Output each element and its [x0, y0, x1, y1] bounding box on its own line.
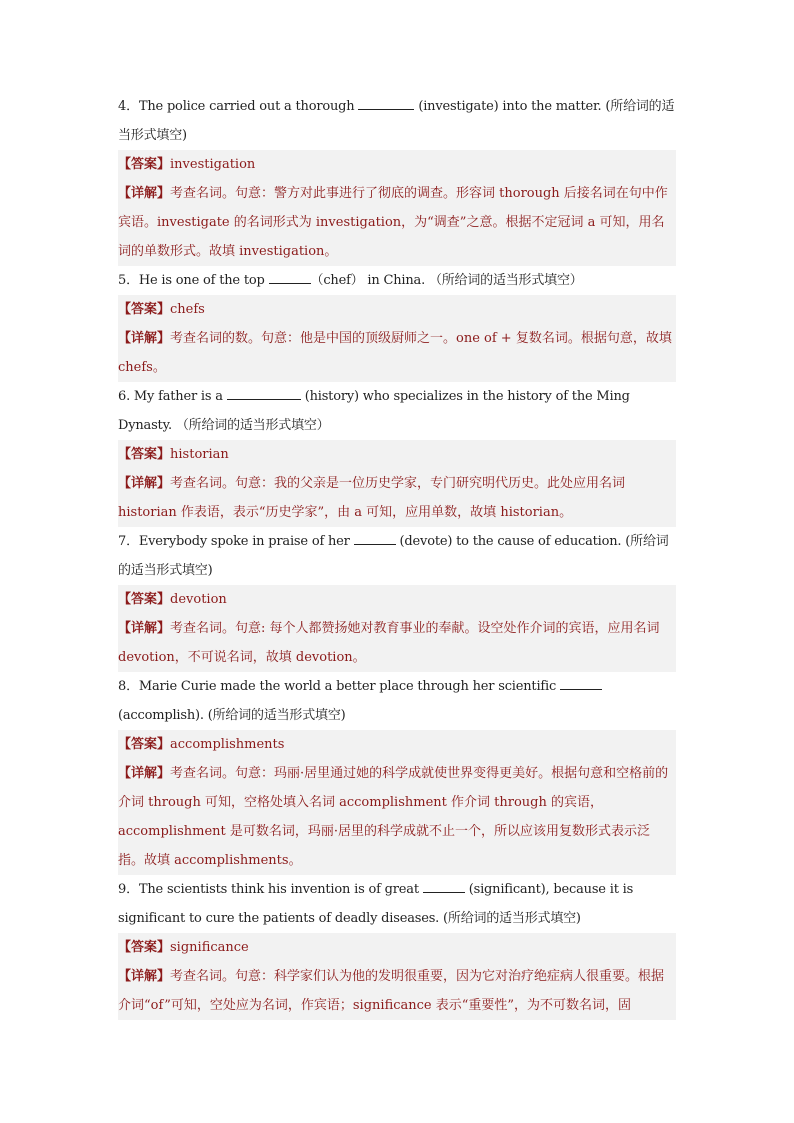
answer-tag: 【答案】 [118, 737, 171, 752]
detail-text: 考查名词。句意：我的父亲是一位历史学家，专门研究明代历史。此处应用名词 historian 作表语，表示“历史学家”，由 a 可知，应用单数，故填 historian。 [118, 476, 626, 520]
answer-block [118, 440, 676, 527]
answer-blank [354, 530, 396, 545]
answer-line [118, 440, 676, 469]
exercise-item [118, 266, 676, 382]
detail-tag: 【详解】 [118, 969, 171, 984]
detail-text: 考查名词。句意：警方对此事进行了彻底的调查。形容词 thorough 后接名词在句中作宾语。investigate 的名词形式为 investigation，为“调查”之意。根据不定冠词 a 可知，用名词的单数形式。故填 investigation。 [118, 186, 668, 259]
detail-tag: 【详解】 [118, 476, 171, 491]
answer-block [118, 933, 676, 1020]
question-text: 4．The police carried out a thorough (investigate) into the matter. (所给词的适当形式填空) [118, 92, 676, 150]
answer-blank [560, 675, 602, 690]
detail-text: 考查名词。句意：玛丽·居里通过她的科学成就使世界变得更美好。根据句意和空格前的介词 through 可知，空格处填入名词 accomplishment 作介词 through 的宾语，accomplishment 是可数名词，玛丽·居里的科学成就不止一个，所以应该用复数形式表示泛指。故填 accomplishments。 [118, 766, 669, 868]
detail-tag: 【详解】 [118, 621, 171, 636]
answer-line [118, 730, 676, 759]
answer-line [118, 933, 676, 962]
detail-line [118, 962, 676, 1020]
detail-line [118, 179, 676, 266]
detail-line [118, 759, 676, 875]
answer-block [118, 585, 676, 672]
detail-tag: 【详解】 [118, 766, 171, 781]
question-text: 5．He is one of the top （chef） in China. （所给词的适当形式填空） [118, 266, 676, 295]
detail-line [118, 469, 676, 527]
answer-tag: 【答案】 [118, 592, 171, 607]
detail-tag: 【详解】 [118, 331, 171, 346]
answer-value: chefs [170, 302, 205, 317]
answer-tag: 【答案】 [118, 157, 171, 172]
answer-tag: 【答案】 [118, 940, 171, 955]
answer-blank [269, 269, 311, 284]
question-text: 7．Everybody spoke in praise of her (devote) to the cause of education. (所给词的适当形式填空) [118, 527, 676, 585]
question-text: 9．The scientists think his invention is of great (significant), because it is significant to cure the patients of deadly diseases. (所给词的适当形式填空) [118, 875, 676, 933]
answer-line [118, 295, 676, 324]
question-text: 6. My father is a (history) who specializes in the history of the Ming Dynasty. （所给词的适当形式填空） [118, 382, 676, 440]
answer-blank [358, 95, 414, 110]
answer-blank [423, 878, 465, 893]
answer-tag: 【答案】 [118, 447, 171, 462]
exercise-item [118, 92, 676, 266]
detail-tag: 【详解】 [118, 186, 171, 201]
detail-line [118, 324, 676, 382]
answer-blank [227, 385, 301, 400]
detail-text: 考查名词的数。句意：他是中国的顶级厨师之一。one of + 复数名词。根据句意，故填 chefs。 [118, 331, 672, 375]
answer-block [118, 730, 676, 875]
answer-value: devotion [170, 592, 227, 607]
answer-value: accomplishments [170, 737, 285, 752]
exercise-item [118, 875, 676, 1020]
answer-value: investigation [170, 157, 256, 172]
answer-line [118, 585, 676, 614]
answer-block [118, 295, 676, 382]
exercise-list [118, 92, 676, 1020]
question-text: 8．Marie Curie made the world a better place through her scientific (accomplish). (所给词的适当形式填空) [118, 672, 676, 730]
answer-block [118, 150, 676, 266]
exercise-item [118, 527, 676, 672]
detail-text: 考查名词。句意: 每个人都赞扬她对教育事业的奉献。设空处作介词的宾语，应用名词 devotion，不可说名词，故填 devotion。 [118, 621, 660, 665]
exercise-item [118, 672, 676, 875]
answer-tag: 【答案】 [118, 302, 171, 317]
detail-text: 考查名词。句意：科学家们认为他的发明很重要，因为它对治疗绝症病人很重要。根据介词“of”可知，空处应为名词，作宾语；significance 表示“重要性”，为不可数名词，固 [118, 969, 665, 1013]
answer-value: historian [170, 447, 229, 462]
exercise-item [118, 382, 676, 527]
detail-line [118, 614, 676, 672]
answer-line [118, 150, 676, 179]
answer-value: significance [170, 940, 249, 955]
